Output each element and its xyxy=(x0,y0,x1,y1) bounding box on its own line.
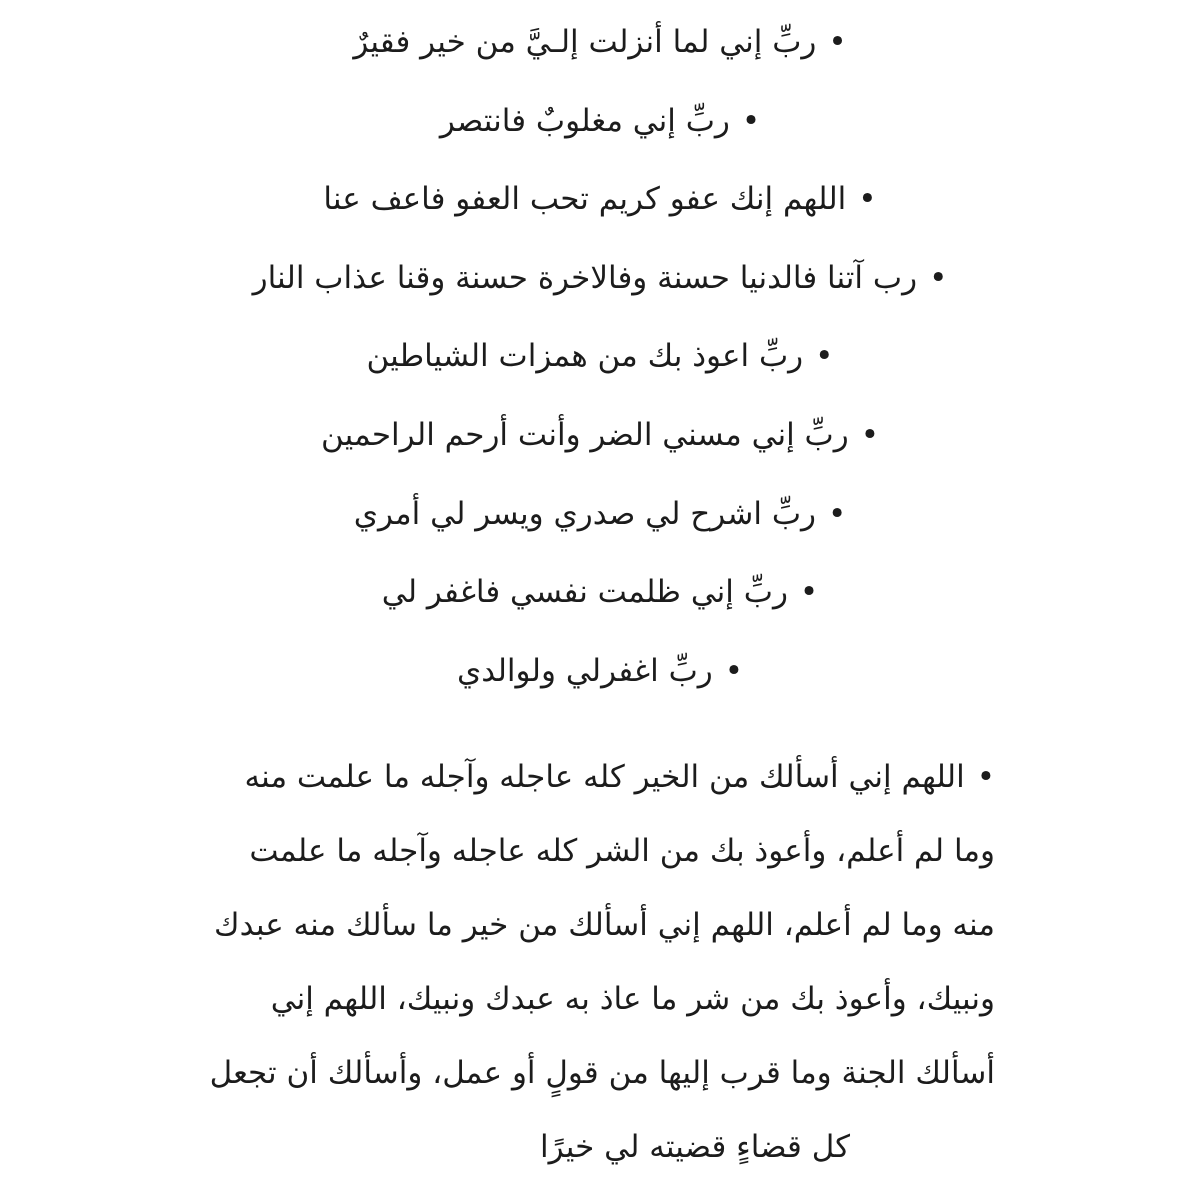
long-dua-paragraph xyxy=(195,740,995,1184)
dua-item-3 xyxy=(0,179,1200,219)
dua-text: اللهم إنك عفو كريم تحب العفو فاعف عنا xyxy=(323,181,847,218)
bullet-icon: • xyxy=(976,759,995,795)
bullet-icon: • xyxy=(828,24,847,60)
long-dua-line-5: أسألك الجنة وما قرب إليها من قولٍ أو عمل، وأسألك أن تجعل xyxy=(209,1055,995,1091)
dua-text: ربِّ إني ظلمت نفسي فاغفر لي xyxy=(381,574,788,611)
long-dua-line-2: وما لم أعلم، وأعوذ بك من الشر كله عاجله وآجله ما علمت xyxy=(249,833,995,869)
bullet-icon: • xyxy=(828,495,847,532)
long-dua-line-6: كل قضاءٍ قضيته لي خيرًا xyxy=(540,1129,850,1165)
long-dua-text: اللهم إني أسألك من الخير كله عاجله وآجله ما علمت منه xyxy=(244,759,965,795)
dua-text: ربِّ إني لما أنزلت إلـيَّ من خير فقيرٌ xyxy=(353,24,817,60)
dua-item-6 xyxy=(0,415,1200,455)
dua-text: ربِّ إني مسني الضر وأنت أرحم الراحمين xyxy=(321,416,849,453)
bullet-icon: • xyxy=(741,102,761,139)
bullet-icon: • xyxy=(860,416,879,453)
dua-item-9 xyxy=(0,651,1200,691)
dua-item-8 xyxy=(0,572,1200,612)
dua-item-7 xyxy=(0,494,1200,534)
dua-list xyxy=(0,22,1200,729)
long-dua-line-4: ونبيك، وأعوذ بك من شر ما عاذ به عبدك ونبيك، اللهم إني xyxy=(270,981,995,1017)
dua-item-1 xyxy=(0,22,1200,62)
dua-text: رب آتنا فالدنيا حسنة وفالاخرة حسنة وقنا عذاب النار xyxy=(252,259,918,296)
bullet-icon: • xyxy=(858,181,877,218)
bullet-icon: • xyxy=(724,652,744,689)
dua-text: ربِّ اعوذ بك من همزات الشياطين xyxy=(366,338,804,375)
bullet-icon: • xyxy=(799,574,819,611)
dua-item-4 xyxy=(0,258,1200,298)
dua-text: ربِّ إني مغلوبٌ فانتصر xyxy=(439,102,730,139)
long-dua-line-1 xyxy=(195,740,995,814)
dua-text: ربِّ اشرح لي صدري ويسر لي أمري xyxy=(353,495,817,532)
bullet-icon: • xyxy=(815,338,834,375)
dua-item-5 xyxy=(0,336,1200,376)
long-dua-line-3: منه وما لم أعلم، اللهم إني أسألك من خير ما سألك منه عبدك xyxy=(214,907,995,943)
dua-text: ربِّ اغفرلي ولوالدي xyxy=(456,652,713,689)
bullet-icon: • xyxy=(929,259,948,296)
dua-item-2 xyxy=(0,101,1200,141)
